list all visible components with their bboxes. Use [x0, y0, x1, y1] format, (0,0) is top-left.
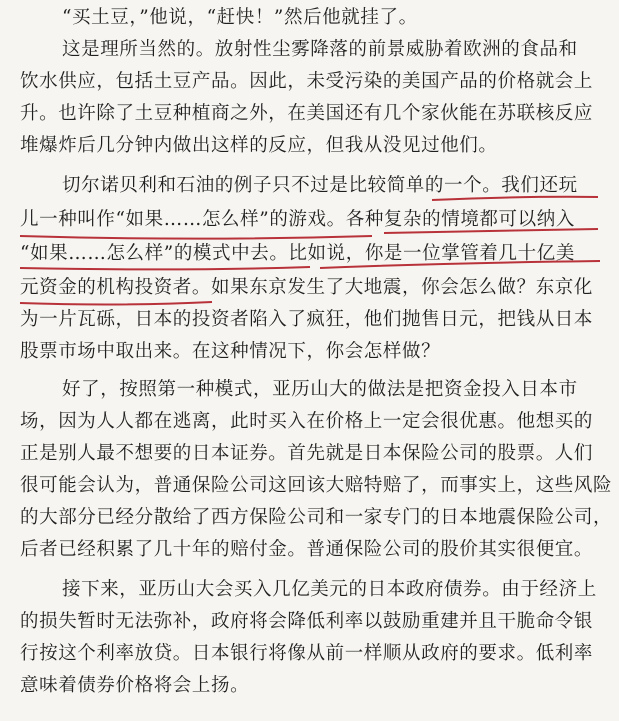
text-line-15: 很可能会认为，普通保险公司这回该大赔特赔了，而事实上，这些风险	[20, 475, 613, 496]
text-line-18: 接下来，亚历山大会买入几亿美元的日本政府债券。由于经济上	[62, 579, 597, 600]
text-line-2: 这是理所当然的。放射性尘雾降落的前景威胁着欧洲的食品和	[62, 39, 578, 60]
text-line-12: 好了，按照第一种模式，亚历山大的做法是把资金投入日本市	[62, 379, 578, 400]
text-line-11: 股票市场中取出来。在这种情况下，你会怎样做？	[20, 341, 441, 362]
text-line-10: 为一片瓦砾，日本的投资者陷入了疯狂，他们抛售日元，把钱从日本	[20, 309, 594, 330]
underline-mark-2	[20, 236, 372, 239]
text-line-4: 升。也许除了土豆种植商之外，在美国还有几个家伙能在苏联核反应	[20, 103, 594, 124]
text-line-13: 场，因为人人都在逃离，此时买入在价格上一定会很优惠。他想买的	[20, 411, 594, 432]
text-line-8: “如果……怎么样”的模式中去。比如说，你是一位掌管着几十亿美	[20, 243, 575, 264]
text-line-3: 饮水供应，包括土豆产品。因此，未受污染的美国产品的价格就会上	[20, 71, 594, 92]
text-line-21: 意味着债券价格将会上扬。	[20, 675, 250, 696]
text-line-14: 正是别人最不想要的日本证券。首先就是日本保险公司的股票。人们	[20, 443, 594, 464]
text-line-17: 后者已经积累了几十年的赔付金。普通保险公司的股价其实很便宜。	[20, 539, 594, 560]
underline-mark-6	[20, 302, 212, 304]
text-line-9: 元资金的机构投资者。如果东京发生了大地震，你会怎么做？东京化	[20, 277, 594, 298]
text-line-20: 行按这个利率放贷。日本银行将像从前一样顺从政府的要求。低利率	[20, 643, 594, 664]
text-line-1: “买土豆，”他说，“赶快！”然后他就挂了。	[62, 7, 418, 28]
text-line-19: 的损失暂时无法弥补，政府将会降低利率以鼓励重建并且干脆命令银	[20, 611, 594, 632]
text-line-5: 堆爆炸后几分钟内做出这样的反应，但我从没见过他们。	[20, 135, 498, 156]
text-line-7: 儿一种叫作“如果……怎么样”的游戏。各种复杂的情境都可以纳入	[20, 209, 575, 230]
text-line-16: 的大部分已经分散给了西方保险公司和一家专门的日本地震保险公司，	[20, 507, 613, 528]
text-line-6: 切尔诺贝利和石油的例子只不过是比较简单的一个。我们还玩	[62, 175, 578, 196]
